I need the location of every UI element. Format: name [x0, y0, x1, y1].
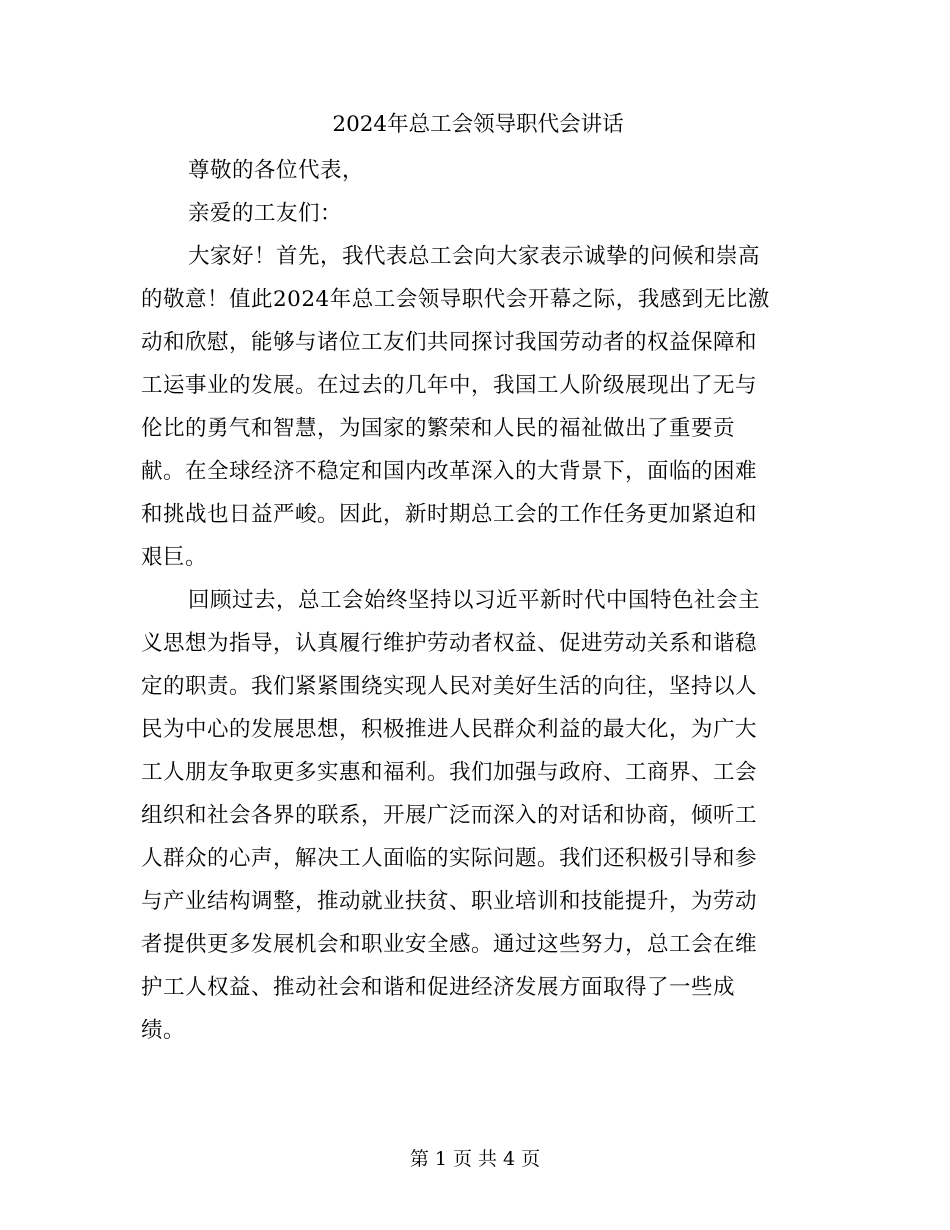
text-line: 大家好！首先，我代表总工会向大家表示诚挚的问候和崇高 [188, 244, 761, 269]
salutation-paragraph [141, 149, 807, 192]
greeting-paragraph [141, 192, 807, 235]
text-line: 者提供更多发展机会和职业安全感。通过这些努力，总工会在维 [141, 932, 758, 957]
text-line: 动和欣慰，能够与诸位工友们共同探讨我国劳动者的权益保障和 [141, 330, 758, 355]
text-line: 定的职责。我们紧紧围绕实现人民对美好生活的向往，坚持以人 [141, 674, 758, 699]
text-line: 护工人权益、推动社会和谐和促进经济发展方面取得了一些成 [141, 975, 736, 1000]
text-line: 人群众的心声，解决工人面临的实际问题。我们还积极引导和参 [141, 846, 758, 871]
text-line: 艰巨。 [141, 545, 208, 570]
text-line: 亲爱的工友们： [188, 201, 343, 226]
text-line: 义思想为指导，认真履行维护劳动者权益、促进劳动关系和谐稳 [141, 631, 758, 656]
text-line: 组织和社会各界的联系，开展广泛而深入的对话和协商，倾听工 [141, 803, 758, 828]
text-line: 和挑战也日益严峻。因此，新时期总工会的工作任务更加紧迫和 [141, 502, 758, 527]
text-line: 伦比的勇气和智慧，为国家的繁荣和人民的福祉做出了重要贡 [141, 416, 736, 441]
text-line: 回顾过去，总工会始终坚持以习近平新时代中国特色社会主 [188, 588, 761, 613]
text-line: 工人朋友争取更多实惠和福利。我们加强与政府、工商界、工会 [141, 760, 758, 785]
opening-paragraph [141, 235, 807, 579]
text-line: 的敬意！值此2024年总工会领导职代会开幕之际，我感到无比激 [141, 287, 770, 312]
review-paragraph [141, 579, 807, 1052]
text-line: 尊敬的各位代表， [188, 158, 365, 183]
text-line: 献。在全球经济不稳定和国内改革深入的大背景下，面临的困难 [141, 459, 758, 484]
text-line: 民为中心的发展思想，积极推进人民群众利益的最大化，为广大 [141, 717, 758, 742]
text-line: 与产业结构调整，推动就业扶贫、职业培训和技能提升，为劳动 [141, 889, 758, 914]
text-line: 工运事业的发展。在过去的几年中，我国工人阶级展现出了无与 [141, 373, 758, 398]
page-footer: 第 1 页 共 4 页 [409, 1148, 541, 1170]
document-body [141, 106, 807, 1052]
document-title: 2024年总工会领导职代会讲话 [332, 112, 624, 137]
text-line: 绩。 [141, 1018, 186, 1043]
